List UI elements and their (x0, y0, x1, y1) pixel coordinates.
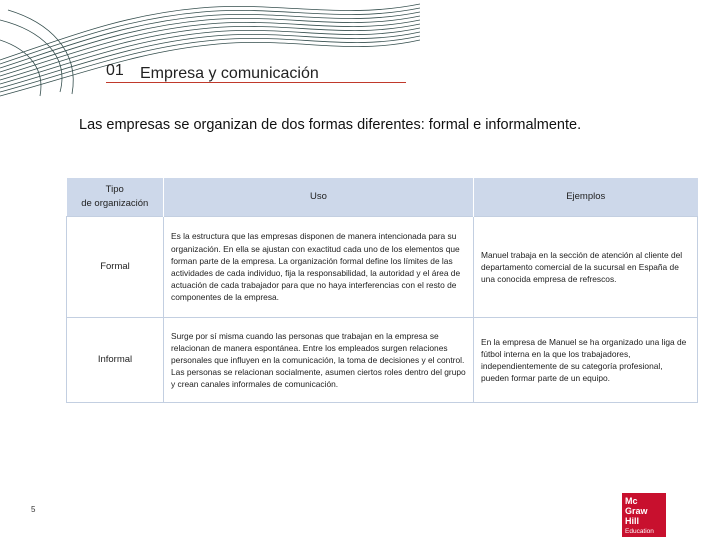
logo-line: Hill (625, 516, 640, 526)
section-number: 01 (106, 62, 124, 79)
row-ejemplo: Manuel trabaja en la sección de atención al cliente del departamento comercial de la sucursal en España de una conocida empresa de refrescos. (474, 217, 698, 318)
page-number: 5 (31, 505, 36, 514)
header-underline (106, 82, 406, 83)
logo-sub: Education (625, 528, 654, 535)
logo-line: Mc (625, 496, 638, 506)
mcgraw-hill-logo (622, 493, 666, 537)
row-uso: Surge por sí misma cuando las personas que trabajan en la empresa se relacionan de manera espontánea. Entre los empleados surgen relaciones personales que influyen en la comunicación, la toma de decisiones y el control. Las personas se relacionan socialmente, asumen ciertos roles dentro del grupo y crean canales informales de comunicación. (164, 318, 474, 403)
intro-text: Las empresas se organizan de dos formas diferentes: formal e informalmente. (79, 117, 582, 133)
table-row (67, 318, 698, 403)
row-ejemplo: En la empresa de Manuel se ha organizado una liga de fútbol interna en la que los trabajadores, independientemente de su categoría profesional, pueden formar parte de un equipo. (474, 318, 698, 403)
header-ejemplos: Ejemplos (474, 178, 698, 217)
row-type: Formal (67, 217, 164, 318)
row-uso: Es la estructura que las empresas disponen de manera intencionada para su organización. En ella se ajustan con exactitud cada uno de los elementos que forman parte de la empresa. La organización formal define los límites de las actividades de cada individuo, fija la responsabilidad, la autoridad y el área de actuación de cada trabajador para que no haya interferencias con el resto de componentes de la empresa. (164, 217, 474, 318)
header-uso: Uso (164, 178, 474, 217)
row-type: Informal (67, 318, 164, 403)
wave-decoration (0, 0, 420, 100)
table-header-row (67, 178, 698, 217)
section-title: Empresa y comunicación (140, 65, 319, 82)
table-row (67, 217, 698, 318)
header-tipo: Tipo de organización (67, 178, 164, 217)
logo-line: Graw (625, 506, 648, 516)
organization-table (66, 178, 698, 403)
